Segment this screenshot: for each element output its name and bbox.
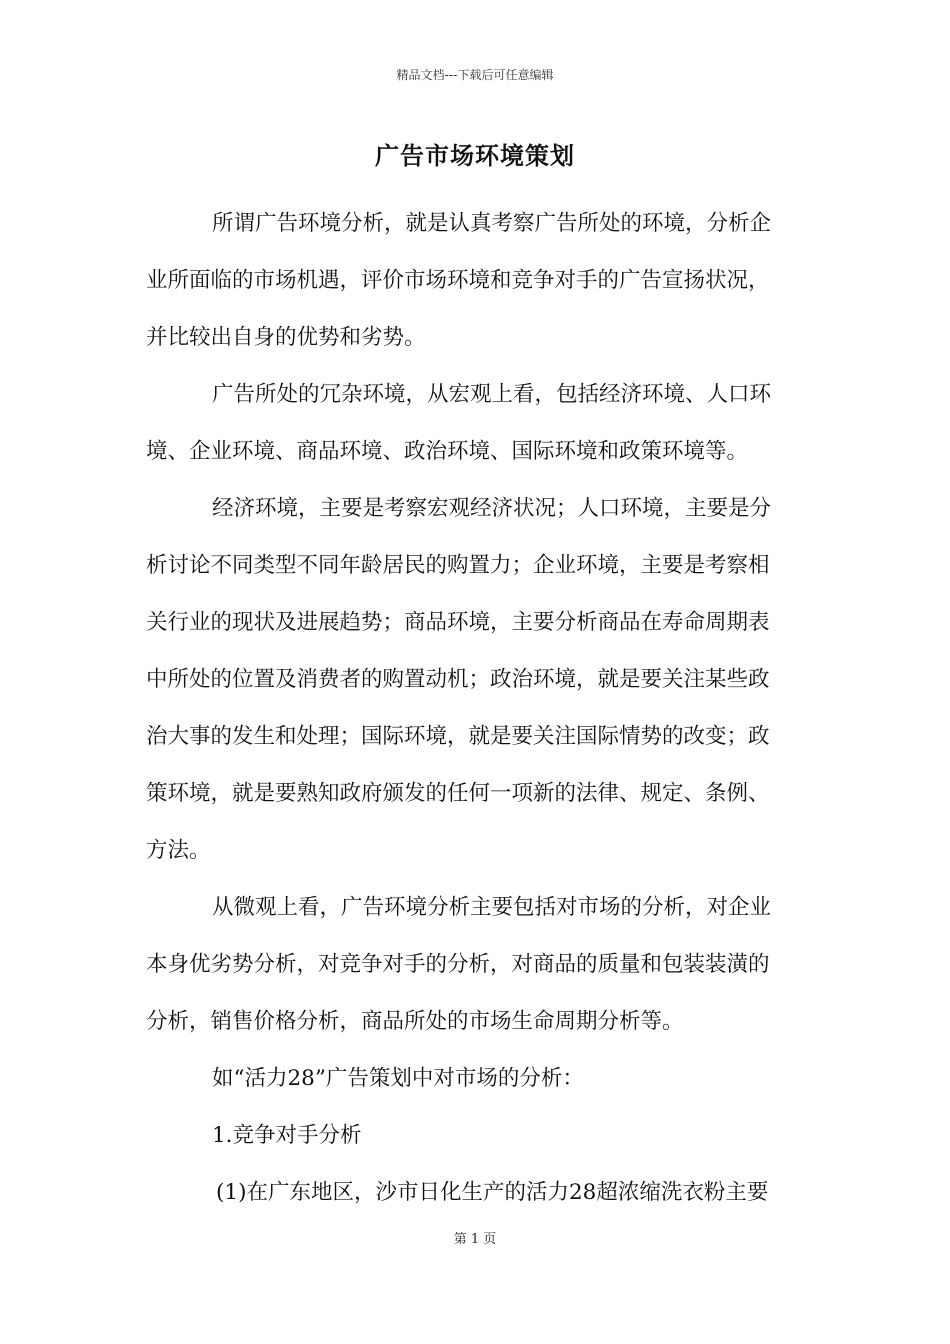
paragraph-7-line-1: (1)在广东地区，沙市日化生产的活力28超浓缩洗衣粉主要 [216, 1180, 769, 1205]
paragraph-4-line-3: 分析，销售价格分析，商品所处的市场生命周期分析等。 [146, 1009, 684, 1034]
section-heading-competitor-analysis: 1.竞争对手分析 [212, 1123, 362, 1148]
paragraph-4-line-1: 从微观上看，广告环境分析主要包括对市场的分析，对企业 [212, 895, 772, 920]
paragraph-1-line-1: 所谓广告环境分析，就是认真考察广告所处的环境，分析企 [212, 211, 772, 236]
paragraph-4-line-2: 本身优劣势分析，对竞争对手的分析，对商品的质量和包装装潢的 [146, 952, 770, 977]
page-number: 第 1 页 [453, 1232, 497, 1247]
paragraph-3-line-3: 关行业的现状及进展趋势；商品环境，主要分析商品在寿命周期表 [146, 610, 770, 635]
paragraph-2-line-2: 境、企业环境、商品环境、政治环境、国际环境和政策环境等。 [146, 439, 749, 464]
paragraph-5-line-1: 如“活力28”广告策划中对市场的分析： [212, 1066, 584, 1091]
paragraph-3-line-5: 治大事的发生和处理；国际环境，就是要关注国际情势的改变；政 [146, 724, 770, 749]
paragraph-3-line-2: 析讨论不同类型不同年龄居民的购置力；企业环境，主要是考察相 [146, 553, 770, 578]
paragraph-3-line-7: 方法。 [146, 838, 211, 863]
document-title: 广告市场环境策划 [375, 141, 575, 170]
paragraph-1-line-3: 并比较出自身的优势和劣势。 [146, 325, 426, 350]
paragraph-2-line-1: 广告所处的冗杂环境，从宏观上看，包括经济环境、人口环 [212, 382, 772, 407]
paragraph-3-line-1: 经济环境，主要是考察宏观经济状况；人口环境，主要是分 [212, 496, 772, 521]
paragraph-3-line-6: 策环境，就是要熟知政府颁发的任何一项新的法律、规定、条例、 [146, 781, 770, 806]
paragraph-1-line-2: 业所面临的市场机遇，评价市场环境和竞争对手的广告宣扬状况， [146, 268, 770, 293]
page-header: 精品文档---下载后可任意编辑 [396, 68, 554, 82]
paragraph-3-line-4: 中所处的位置及消费者的购置动机；政治环境，就是要关注某些政 [146, 667, 770, 692]
